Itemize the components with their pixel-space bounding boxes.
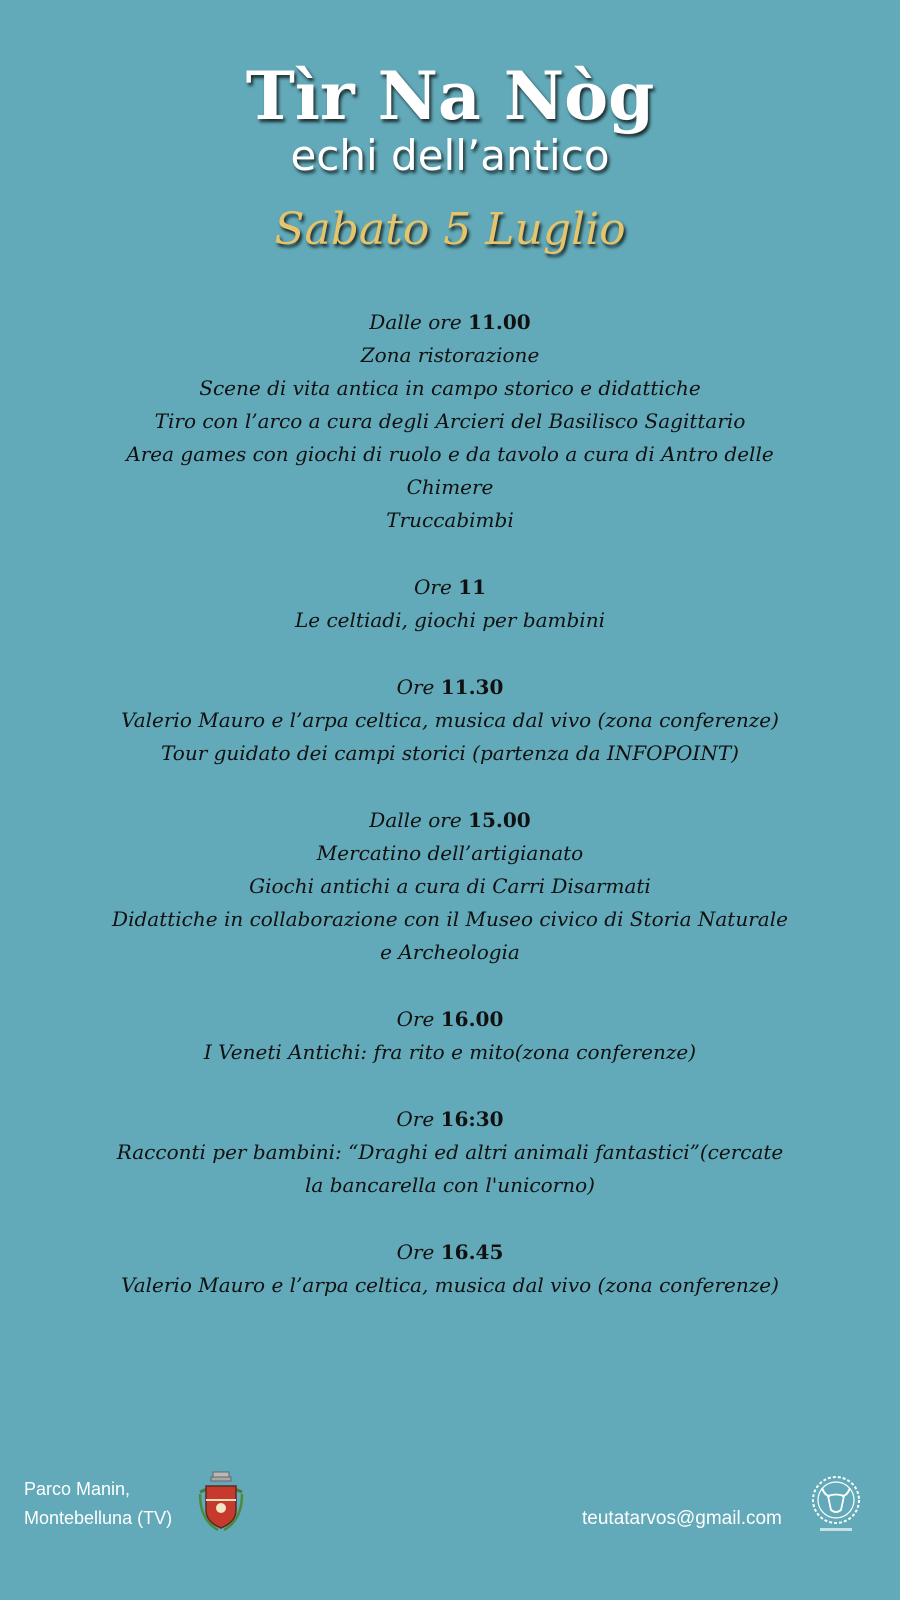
- schedule-item: Didattiche in collaborazione con il Museo civico di Storia Naturale: [112, 907, 788, 931]
- schedule-section: [40, 1003, 860, 1069]
- schedule-section: [40, 671, 860, 770]
- contact-email[interactable]: teutatarvos@gmail.com: [582, 1508, 782, 1529]
- schedule-section: [40, 306, 860, 537]
- schedule-item: e Archeologia: [380, 940, 520, 964]
- location-line: Montebelluna (TV): [24, 1508, 173, 1528]
- schedule-item: Valerio Mauro e l’arpa celtica, musica dal vivo (zona conferenze): [121, 708, 779, 732]
- schedule-time: Ore 16:30: [396, 1107, 504, 1131]
- event-date: Sabato 5 Luglio: [274, 204, 626, 255]
- schedule-item: Le celtiadi, giochi per bambini: [295, 608, 605, 632]
- schedule-time: Dalle ore 15.00: [369, 808, 531, 832]
- header: [0, 57, 900, 260]
- schedule-item: Giochi antichi a cura di Carri Disarmati: [249, 874, 651, 898]
- location-line: Parco Manin,: [24, 1479, 131, 1499]
- event-location: [24, 1475, 172, 1533]
- schedule-time: Ore 16.45: [396, 1240, 504, 1264]
- schedule-section: [40, 804, 860, 969]
- schedule-item: la bancarella con l'unicorno): [305, 1173, 595, 1197]
- schedule-section: [40, 1103, 860, 1202]
- schedule-item: Zona ristorazione: [360, 343, 540, 367]
- schedule-time: Ore 11: [414, 575, 486, 599]
- schedule-item: Chimere: [406, 475, 494, 499]
- schedule-time: Dalle ore 11.00: [369, 310, 531, 334]
- schedule-item: Scene di vita antica in campo storico e didattiche: [199, 376, 701, 400]
- schedule-time: Ore 16.00: [396, 1007, 504, 1031]
- program-schedule: [40, 306, 860, 1336]
- schedule-item: Tour guidato dei campi storici (partenza da INFOPOINT): [161, 741, 739, 765]
- schedule-item: Mercatino dell’artigianato: [316, 841, 584, 865]
- page-title: Tìr Na Nòg: [245, 57, 655, 135]
- schedule-item: Area games con giochi di ruolo e da tavolo a cura di Antro delle: [126, 442, 774, 466]
- schedule-item: Racconti per bambini: “Draghi ed altri animali fantastici”(cercate: [116, 1140, 784, 1164]
- schedule-time: Ore 11.30: [396, 675, 504, 699]
- schedule-item: Truccabimbi: [386, 508, 514, 532]
- schedule-item: Valerio Mauro e l’arpa celtica, musica dal vivo (zona conferenze): [121, 1273, 779, 1297]
- municipal-crest-icon: [196, 1470, 246, 1538]
- schedule-item: Tiro con l’arco a cura degli Arcieri del Basilisco Sagittario: [154, 409, 746, 433]
- schedule-item: I Veneti Antichi: fra rito e mito(zona conferenze): [203, 1040, 697, 1064]
- schedule-section: [40, 571, 860, 637]
- bull-head-logo-icon: [808, 1474, 864, 1540]
- page-subtitle: echi dell’antico: [290, 131, 610, 180]
- schedule-section: [40, 1236, 860, 1302]
